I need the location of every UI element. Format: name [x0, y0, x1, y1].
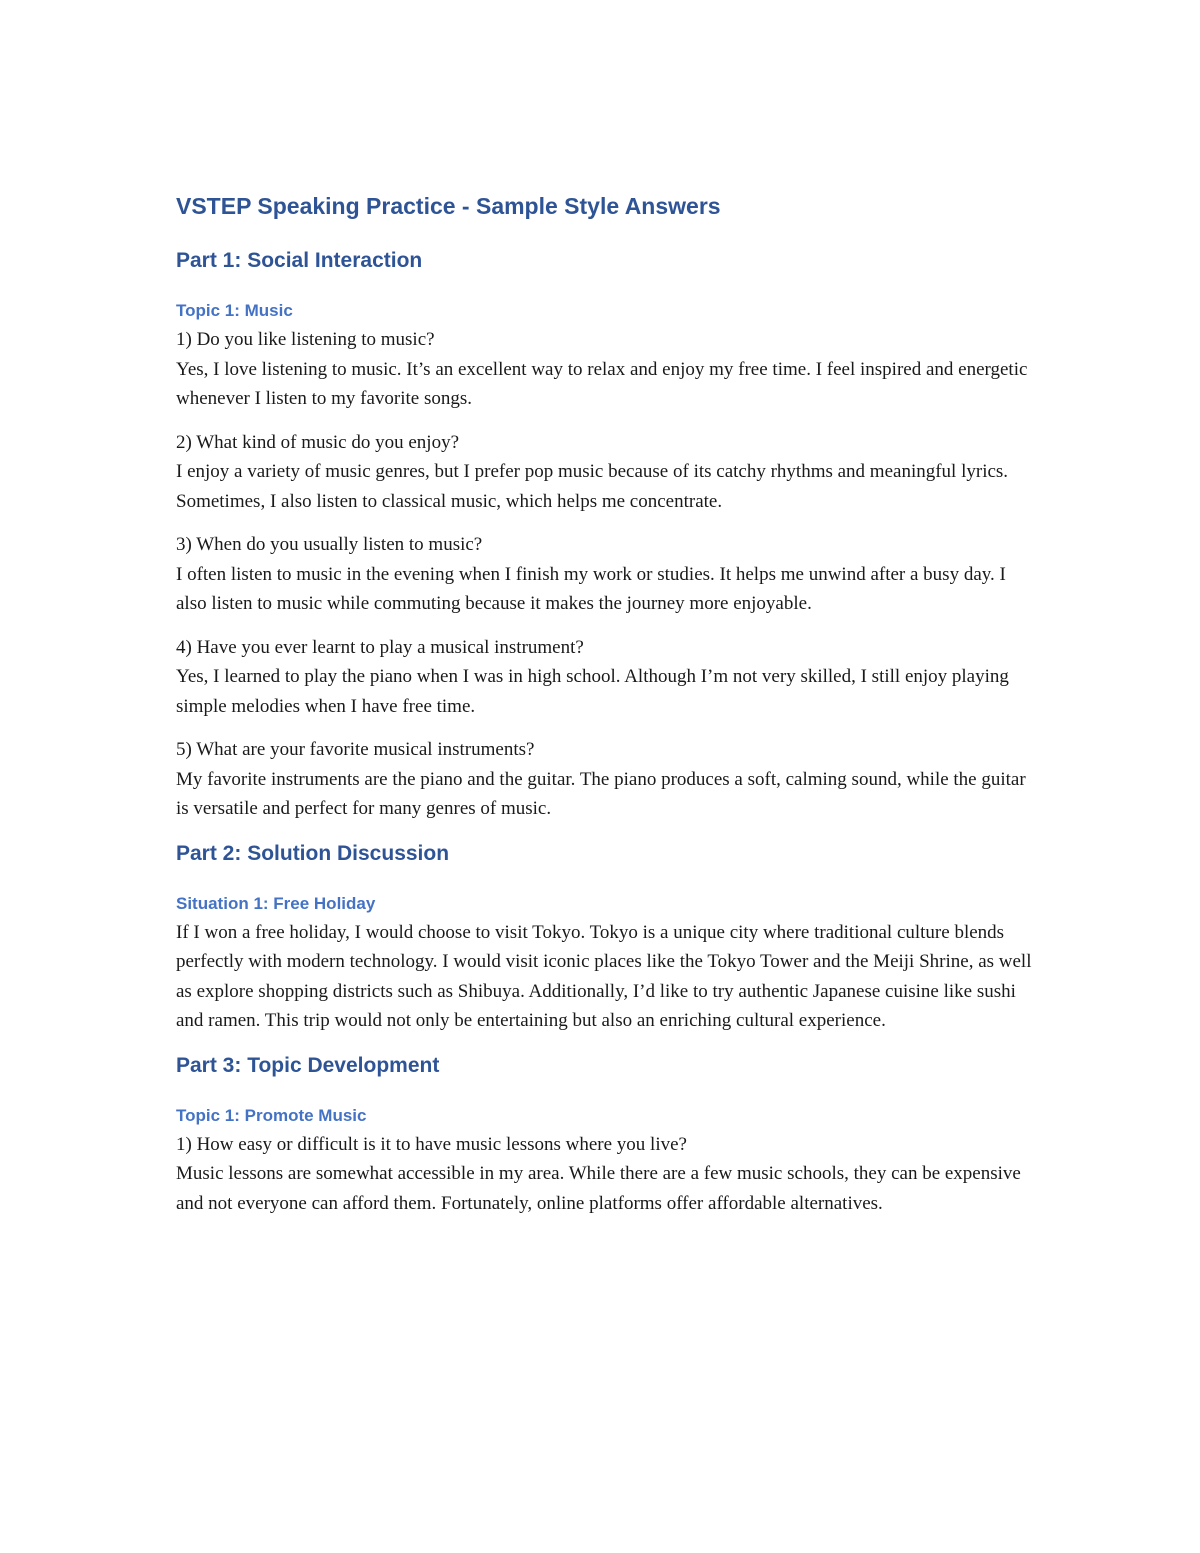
answer: I enjoy a variety of music genres, but I prefer pop music because of its catchy rhythms and meaningful lyrics. Sometimes, I also listen to classical music, which helps me concentrate. [176, 461, 1009, 512]
answer: I often listen to music in the evening when I finish my work or studies. It helps me unwind after a busy day. I also listen to music while commuting because it makes the journey more enjoyable. [176, 563, 1006, 614]
qa-item-4 [176, 633, 1036, 722]
qa-item-3 [176, 530, 1036, 619]
part-1-topic-heading: Topic 1: Music [176, 301, 293, 320]
question: 3) When do you usually listen to music? [176, 534, 483, 555]
document-body [176, 188, 1036, 1218]
part-1-heading: Part 1: Social Interaction [176, 249, 423, 272]
part-2-situation-heading: Situation 1: Free Holiday [176, 893, 376, 913]
qa-item-part3-1 [176, 1130, 1036, 1219]
situation-answer [176, 918, 1036, 1036]
answer: Yes, I learned to play the piano when I was in high school. Although I’m not very skilled, I still enjoy playing simple melodies when I have free time. [176, 666, 1009, 717]
question: 1) Do you like listening to music? [176, 329, 435, 350]
question: 1) How easy or difficult is it to have music lessons where you live? [176, 1133, 687, 1155]
part-2-heading: Part 2: Solution Discussion [176, 841, 450, 865]
part-3-heading: Part 3: Topic Development [176, 1053, 440, 1077]
answer: If I won a free holiday, I would choose to visit Tokyo. Tokyo is a unique city where traditional culture blends perfectly with modern technology. I would visit iconic places like the Tokyo Tower and the Meiji Shrine, as well as explore shopping districts such as Shibuya. Additionally, I’d like to try authentic Japanese cuisine like sushi and ramen. This trip would not only be entertaining but also an enriching cultural experience. [176, 921, 1032, 1031]
answer: Music lessons are somewhat accessible in my area. While there are a few music schools, they can be expensive and not everyone can afford them. Fortunately, online platforms offer affordable alternatives. [176, 1163, 1021, 1214]
qa-item-5 [176, 735, 1036, 824]
question: 4) Have you ever learnt to play a musical instrument? [176, 636, 584, 658]
qa-item-1 [176, 325, 1036, 414]
document-title: VSTEP Speaking Practice - Sample Style Answers [176, 193, 721, 219]
question: 5) What are your favorite musical instruments? [176, 739, 535, 760]
answer: Yes, I love listening to music. It’s an excellent way to relax and enjoy my free time. I feel inspired and energetic whenever I listen to my favorite songs. [176, 358, 1028, 409]
question: 2) What kind of music do you enjoy? [176, 431, 460, 453]
answer: My favorite instruments are the piano and the guitar. The piano produces a soft, calming sound, while the guitar is versatile and perfect for many genres of music. [176, 768, 1026, 819]
part-3-topic-heading: Topic 1: Promote Music [176, 1105, 367, 1125]
qa-item-2 [176, 428, 1036, 517]
